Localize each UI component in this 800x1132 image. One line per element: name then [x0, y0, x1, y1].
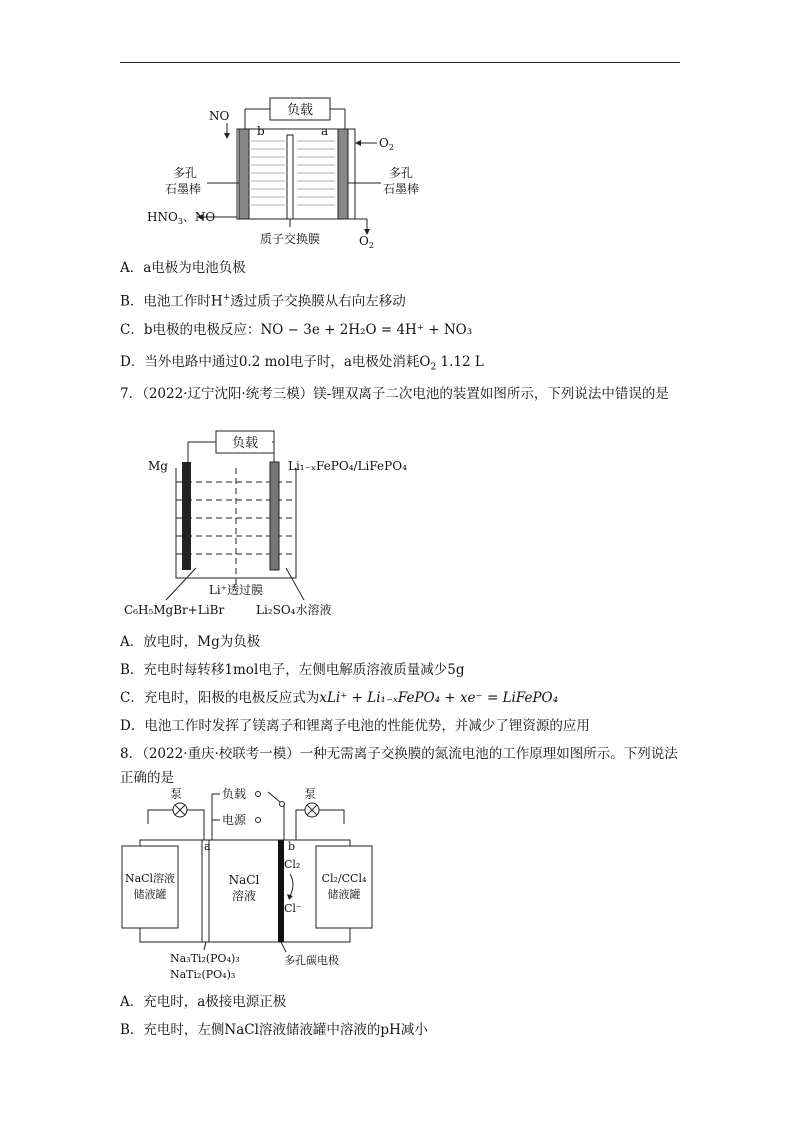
q8-figure-flow-battery [118, 786, 418, 986]
q7-mg-label: Mg [148, 459, 168, 473]
q7-right-solution-label: Li₂SO₄水溶液 [256, 603, 332, 617]
q6-electrode-b-label: b [257, 124, 265, 138]
q8-load-label: 负载 [222, 787, 247, 801]
q8-option-b: B．充电时，左侧NaCl溶液储液罐中溶液的pH减小 [120, 1022, 428, 1038]
q8-left-pump-label: 泵 [169, 787, 183, 801]
q6-load-label: 负载 [286, 103, 314, 118]
q8-bottom-right: 多孔碳电极 [284, 954, 339, 967]
q7-option-d: D．电池工作时发挥了镁离子和锂离子电池的性能优势，并减少了锂资源的应用 [120, 718, 590, 734]
header-rule [120, 62, 680, 63]
q8-right-tank-1: Cl₂/CCl₄ [321, 872, 367, 885]
q6-o2-outlet-label: $O_2$ [359, 234, 374, 250]
q8-left-tank-1: NaCl溶液 [124, 872, 176, 885]
q6-left-porous-2: 石墨棒 [165, 182, 202, 196]
q8-right-tank-2: 储液罐 [327, 888, 361, 901]
q8-electrode-b-label: b [288, 840, 296, 853]
q7-figure-mg-li-battery [118, 428, 408, 618]
q6-right-porous-2: 石墨棒 [383, 182, 420, 196]
q6-option-c: C．b电极的电极反应：NO − 3e + 2H₂O = 4H⁺ + NO₃ [120, 322, 473, 338]
q8-bottom-left-1: Na₃Ti₂(PO₄)₃ [170, 952, 240, 965]
q6-option-a: A．a电极为电池负极 [120, 260, 246, 276]
q6-option-c-equation: NO − 3e + 2H₂O = 4H⁺ + NO₃ [260, 322, 473, 338]
q7-load-label: 负载 [231, 436, 259, 451]
q8-option-a: A．充电时，a极接电源正极 [120, 994, 287, 1010]
q6-figure-fuel-cell [145, 95, 465, 250]
q8-middle-1: NaCl [228, 873, 260, 887]
q6-option-b: B．电池工作时H+透过质子交换膜从右向左移动 [120, 293, 406, 310]
q8-bottom-left-2: NaTi₂(PO₄)₃ [170, 968, 236, 981]
q8-stem: 8．（2022·重庆·校联考一模）一种无需离子交换膜的氮流电池的工作原理如图所示。下列说法正确的是 [120, 746, 678, 786]
q6-left-outlet-label: $HNO_3$、NO [147, 210, 216, 226]
q8-power-label: 电源 [222, 813, 247, 827]
q6-right-porous-1: 多孔 [389, 166, 414, 180]
q8-middle-2: 溶液 [231, 889, 257, 903]
q6-option-d: D．当外电路中通过0.2 mol电子时，a电极处消耗$O_2$ 1.12 L [120, 354, 484, 373]
q6-membrane-label: 质子交换膜 [259, 232, 321, 246]
q8-right-pump-label: 泵 [303, 787, 317, 801]
q7-right-electrode-label: Li₁₋ₓFePO₄/LiFePO₄ [288, 459, 407, 473]
q7-option-a: A．放电时，Mg为负极 [120, 634, 261, 650]
q6-o2-inlet-label: $O_2$ [379, 136, 394, 152]
q8-electrode-a-label: a [204, 840, 211, 853]
q7-stem: 7．（2022·辽宁沈阳·统考三模）镁-锂双离子二次电池的装置如图所示，下列说法中错误的是 [120, 386, 669, 402]
q6-no-inlet-label: NO [209, 109, 230, 123]
q7-membrane-label: Li⁺透过膜 [208, 583, 264, 597]
q8-left-tank-2: 储液罐 [133, 888, 167, 901]
q7-option-c-equation: xLi⁺ + Li₁₋ₓFePO₄ + xe⁻ = LiFePO₄ [319, 690, 559, 706]
q8-cl-minus-label: Cl⁻ [284, 902, 302, 915]
q7-option-b: B．充电时每转移1mol电子，左侧电解质溶液质量减少5g [120, 662, 465, 678]
q7-option-c: C．充电时，阳极的电极反应式为xLi⁺ + Li₁₋ₓFePO₄ + xe⁻ = LiFePO₄ [120, 690, 559, 706]
q6-left-porous-1: 多孔 [173, 166, 198, 180]
q8-cl2-label: Cl₂ [284, 858, 301, 871]
q6-electrode-a-label: a [321, 124, 329, 138]
q7-left-solution-label: C₆H₅MgBr+LiBr [124, 603, 225, 617]
